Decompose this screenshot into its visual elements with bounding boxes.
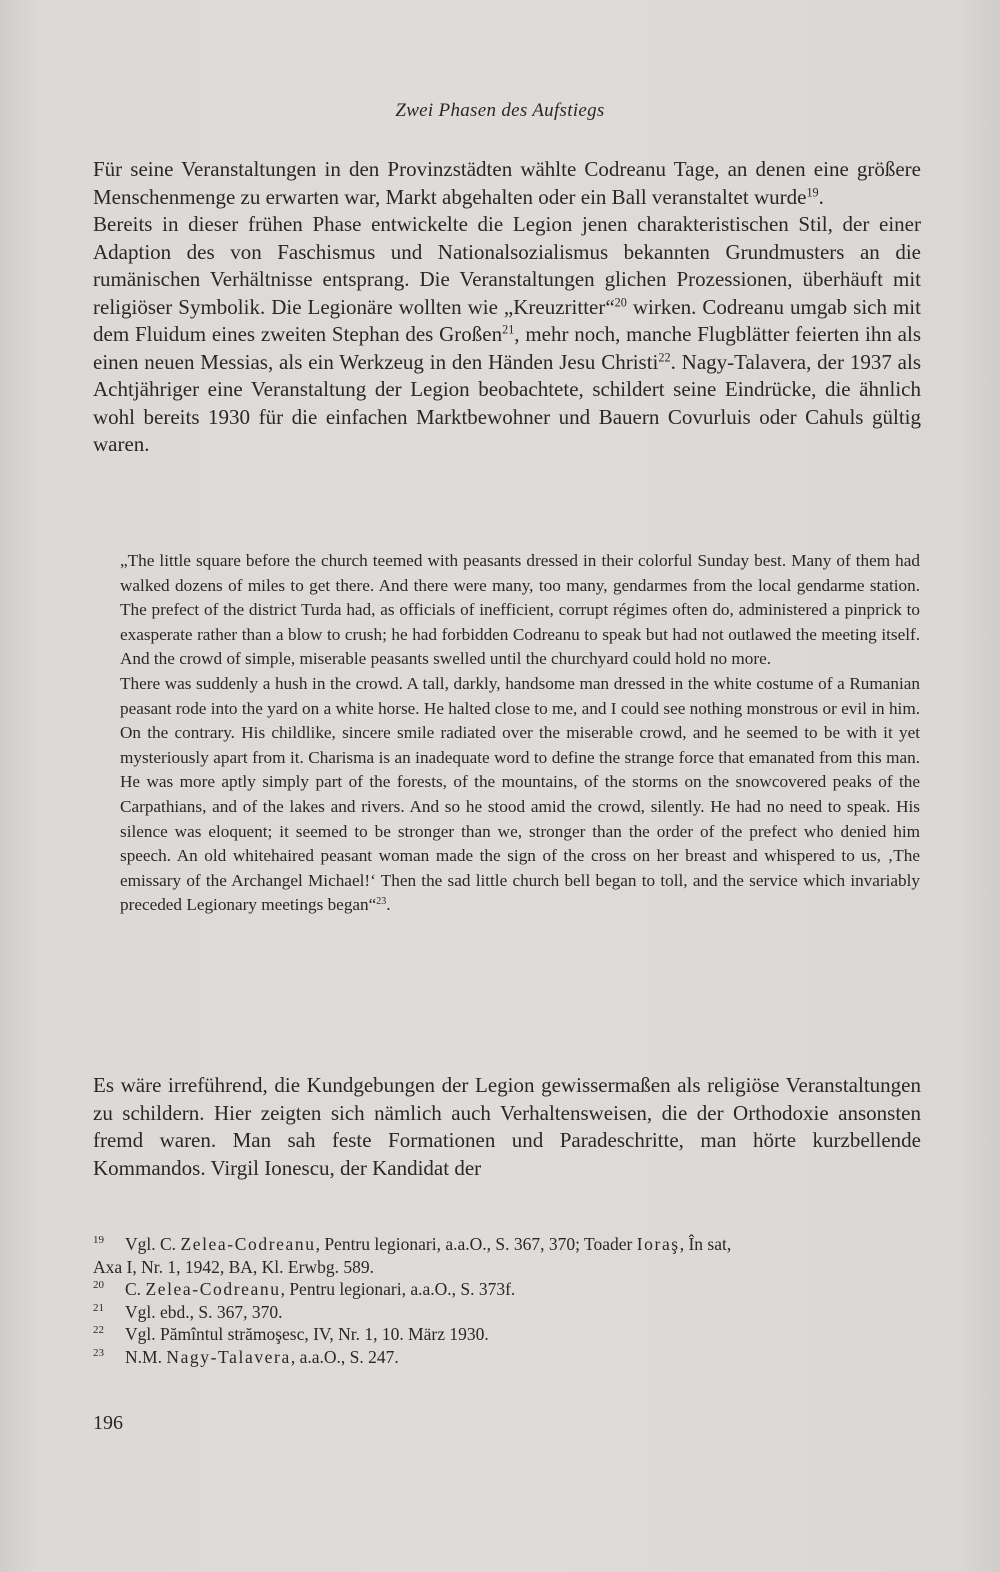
footnote-ref-23: 23 [376,896,387,908]
quote-paragraph-2: There was suddenly a hush in the crowd. A tall, darkly, handsome man dressed in the white costume of a Rumanian peasant rode into the yard on a white horse. He halted close to me, and I could see nothing monstrous or evil in him. On the contrary. His childlike, sincere smile radiated over the miserable crowd, and he seemed to be with it yet mysteriously apart from it. Charisma is an inadequate word to define the strange force that emanated from this man. He was more aptly simply part of the forests, of the mountains, of the storms on the snowcovered peaks of the Carpathians, and of the lakes and rivers. And so he stood amid the crowd, silently. He had no need to speak. His silence was eloquent; it seemed to be stronger than we, stronger than the order of the prefect who denied him speech. An old whitehaired peasant woman made the sign of the cross on her breast and whispered to us, ‚The emissary of the Archangel Michael!‘ Then the sad little church bell began to toll, and the service which invariably preceded Legionary meetings began“$^{23}$. [120,673,920,915]
footnote-number: 23 [93,1346,104,1359]
paragraph-legion-stil: Bereits in dieser frühen Phase entwickelte die Legion jenen charakteristischen Stil, der einer Adaption des von Faschismus und Nationalsozialismus bekannten Grundmusters an die rumänischen Verhältnisse entsprang. Die Veranstaltungen glichen Prozessionen, überhäuft mit religiöser Symbolik. Die Legionäre wollten wie „Kreuzritter“$^{20}$ wirken. Codreanu umgab sich mit dem Fluidum eines zweiten Stephan des Großen$^{21}$, mehr noch, manche Flugblätter feierten ihn als einen neuen Messias, als ein Werkzeug in den Händen Jesu Christi$^{22}$. Nagy-Talavera, der 1937 als Achtjähriger eine Veranstaltung der Legion beobachtete, schildert seine Eindrücke, die ähnlich wohl bereits 1930 für die einfachen Marktbewohner und Bauern Covurluis oder Cahuls gültig waren. [93,212,921,456]
running-header: Zwei Phasen des Aufstiegs [395,100,605,121]
footnote-continuation: Axa I, Nr. 1, 1942, BA, Kl. Erwbg. 589. [93,1256,374,1277]
footnote-ref-22: 22 [658,350,671,365]
paragraph-veranstaltungen: Für seine Veranstaltungen in den Provinzstädten wählte Codreanu Tage, an denen eine größere Menschenmenge zu erwarten war, Markt abgehalten oder ein Ball veranstaltet wurde$^{19}$. [93,157,921,209]
page-number: 196 [93,1412,123,1434]
footnote-number: 22 [93,1324,104,1336]
footnote-number: 21 [93,1301,104,1314]
footnote-ref-19: 19 [806,185,819,200]
footnote-number: 20 [93,1279,104,1291]
block-quote [120,549,920,918]
footnotes [93,1233,923,1368]
footnote-number: 19 [93,1234,104,1246]
footnote-22: 22 Vgl. Pămîntul strămoşesc, IV, Nr. 1, 10. März 1930. [93,1323,923,1346]
footnote-19: 19 Vgl. C. Zelea-Codreanu, Pentru legionari, a.a.O., S. 367, 370; Toader Ioraş, În sat, Axa I, Nr. 1, 1942, BA, Kl. Erwbg. 589. [93,1233,923,1278]
footnote-23: 23 N.M. Nagy-Talavera, a.a.O., S. 247. [93,1346,923,1369]
footnote-20: 20 C. Zelea-Codreanu, Pentru legionari, a.a.O., S. 373f. [93,1278,923,1301]
footnote-21: 21 Vgl. ebd., S. 367, 370. [93,1301,923,1324]
footnote-ref-20: 20 [614,295,627,310]
footnote-ref-21: 21 [502,322,515,337]
main-paragraph-1 [93,156,921,459]
main-paragraph-2 [93,1072,921,1182]
paragraph-kundgebungen: Es wäre irreführend, die Kundgebungen der Legion gewissermaßen als religiöse Veranstaltungen zu schildern. Hier zeigten sich nämlich auch Verhaltensweisen, die der Orthodoxie ansonsten fremd waren. Man sah feste Formationen und Paradeschritte, man hörte kurzbellende Kommandos. Virgil Ionescu, der Kandidat der [93,1073,921,1180]
quote-paragraph-1: „The little square before the church teemed with peasants dressed in their colorful Sunday best. Many of them had walked dozens of miles to get there. And there were many, too many, gendarmes from the local gendarme station. The prefect of the district Turda had, as officials of inefficient, corrupt régimes often do, administered a pinprick to exasperate rather than a blow to crush; he had forbidden Codreanu to speak but had not outlawed the meeting itself. And the crowd of simple, miserable peasants swelled until the churchyard could hold no more. [120,551,920,669]
